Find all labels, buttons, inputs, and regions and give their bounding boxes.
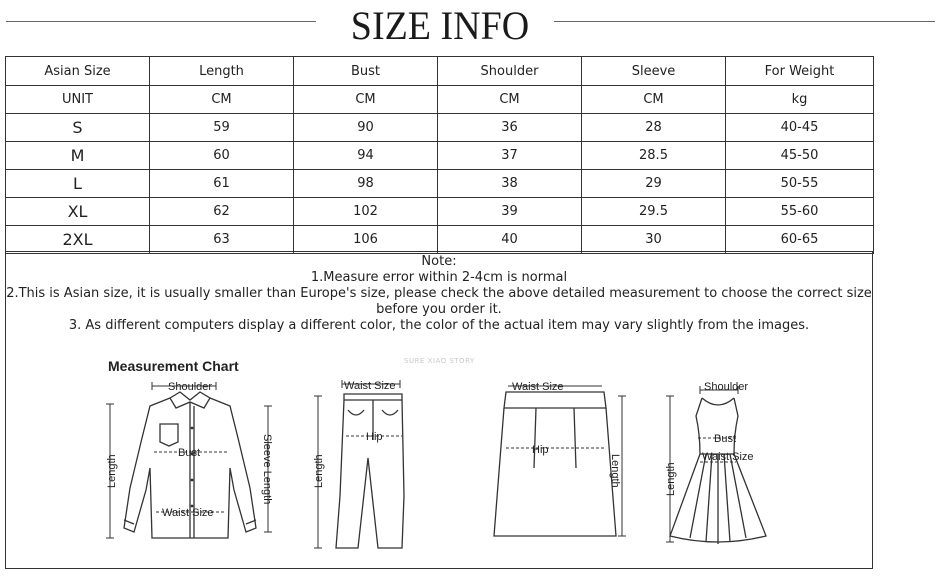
shirt-sleeve-label: Sleeve Length <box>261 434 273 505</box>
table-unit-row <box>6 86 874 114</box>
shirt-shoulder-label: Shoulder <box>168 381 213 393</box>
page-title: SIZE INFO <box>350 3 530 48</box>
pants-diagram <box>306 376 414 554</box>
table-header-row <box>6 57 874 86</box>
pants-illustration <box>306 376 414 554</box>
dress-diagram <box>660 376 772 552</box>
header-cell: Asian Size <box>6 57 150 86</box>
unit-cell: kg <box>726 86 874 114</box>
size-cell: S <box>6 114 150 142</box>
table-cell: 63 <box>150 226 294 254</box>
note-line: 2.This is Asian size, it is usually smaller than Europe's size, please check the above detailed measurement to choose the correct size before you order it. <box>6 286 872 317</box>
table-cell: 62 <box>150 198 294 226</box>
skirt-diagram <box>492 378 632 544</box>
watermark: SURE XIAO STORY <box>404 357 475 365</box>
dress-shoulder-label: Shoulder <box>704 381 749 393</box>
table-cell: 59 <box>150 114 294 142</box>
size-cell: M <box>6 142 150 170</box>
title-bar <box>0 0 941 52</box>
table-cell: 90 <box>294 114 438 142</box>
table-cell: 98 <box>294 170 438 198</box>
table-cell: 39 <box>438 198 582 226</box>
table-row <box>6 142 874 170</box>
table-cell: 106 <box>294 226 438 254</box>
shirt-length-label: Length <box>106 454 118 488</box>
shirt-illustration <box>104 378 276 550</box>
size-table <box>5 56 874 254</box>
unit-cell: CM <box>150 86 294 114</box>
table-cell: 60-65 <box>726 226 874 254</box>
note-heading: Note: <box>421 254 457 269</box>
unit-cell: UNIT <box>6 86 150 114</box>
shirt-waist-label: Waist Size <box>162 507 214 519</box>
table-cell: 40-45 <box>726 114 874 142</box>
header-cell: Length <box>150 57 294 86</box>
table-row <box>6 226 874 254</box>
dress-length-label: Length <box>665 462 677 496</box>
table-row <box>6 114 874 142</box>
table-cell: 45-50 <box>726 142 874 170</box>
note-line: 3. As different computers display a different color, the color of the actual item may vary slightly from the images. <box>68 318 810 333</box>
size-cell: L <box>6 170 150 198</box>
pants-length-label: Length <box>313 454 325 488</box>
table-cell: 30 <box>582 226 726 254</box>
table-cell: 102 <box>294 198 438 226</box>
header-cell: For Weight <box>726 57 874 86</box>
header-cell: Shoulder <box>438 57 582 86</box>
table-cell: 55-60 <box>726 198 874 226</box>
table-cell: 36 <box>438 114 582 142</box>
dress-waist-label: Waist Size <box>702 451 754 463</box>
skirt-hip-label: Hip <box>532 444 549 456</box>
shirt-diagram <box>104 378 276 550</box>
measurement-chart-title: Measurement Chart <box>108 358 239 374</box>
table-cell: 94 <box>294 142 438 170</box>
dress-illustration <box>660 376 772 552</box>
table-cell: 29 <box>582 170 726 198</box>
table-cell: 37 <box>438 142 582 170</box>
unit-cell: CM <box>582 86 726 114</box>
note-line: 1.Measure error within 2-4cm is normal <box>310 270 568 285</box>
dress-bust-label: Bust <box>714 433 737 445</box>
unit-cell: CM <box>294 86 438 114</box>
size-cell: 2XL <box>6 226 150 254</box>
table-cell: 28 <box>582 114 726 142</box>
table-cell: 28.5 <box>582 142 726 170</box>
header-cell: Sleeve <box>582 57 726 86</box>
pants-waist-label: Waist Size <box>344 380 396 392</box>
table-row <box>6 198 874 226</box>
table-cell: 50-55 <box>726 170 874 198</box>
unit-cell: CM <box>438 86 582 114</box>
shirt-bust-label: Bust <box>178 447 201 459</box>
table-cell: 29.5 <box>582 198 726 226</box>
table-cell: 40 <box>438 226 582 254</box>
skirt-waist-label: Waist Size <box>512 381 564 393</box>
table-cell: 60 <box>150 142 294 170</box>
size-cell: XL <box>6 198 150 226</box>
table-cell: 61 <box>150 170 294 198</box>
table-cell: 38 <box>438 170 582 198</box>
table-row <box>6 170 874 198</box>
pants-hip-label: Hip <box>366 431 383 443</box>
header-cell: Bust <box>294 57 438 86</box>
skirt-length-label: Length <box>609 454 621 488</box>
skirt-illustration <box>492 378 632 544</box>
